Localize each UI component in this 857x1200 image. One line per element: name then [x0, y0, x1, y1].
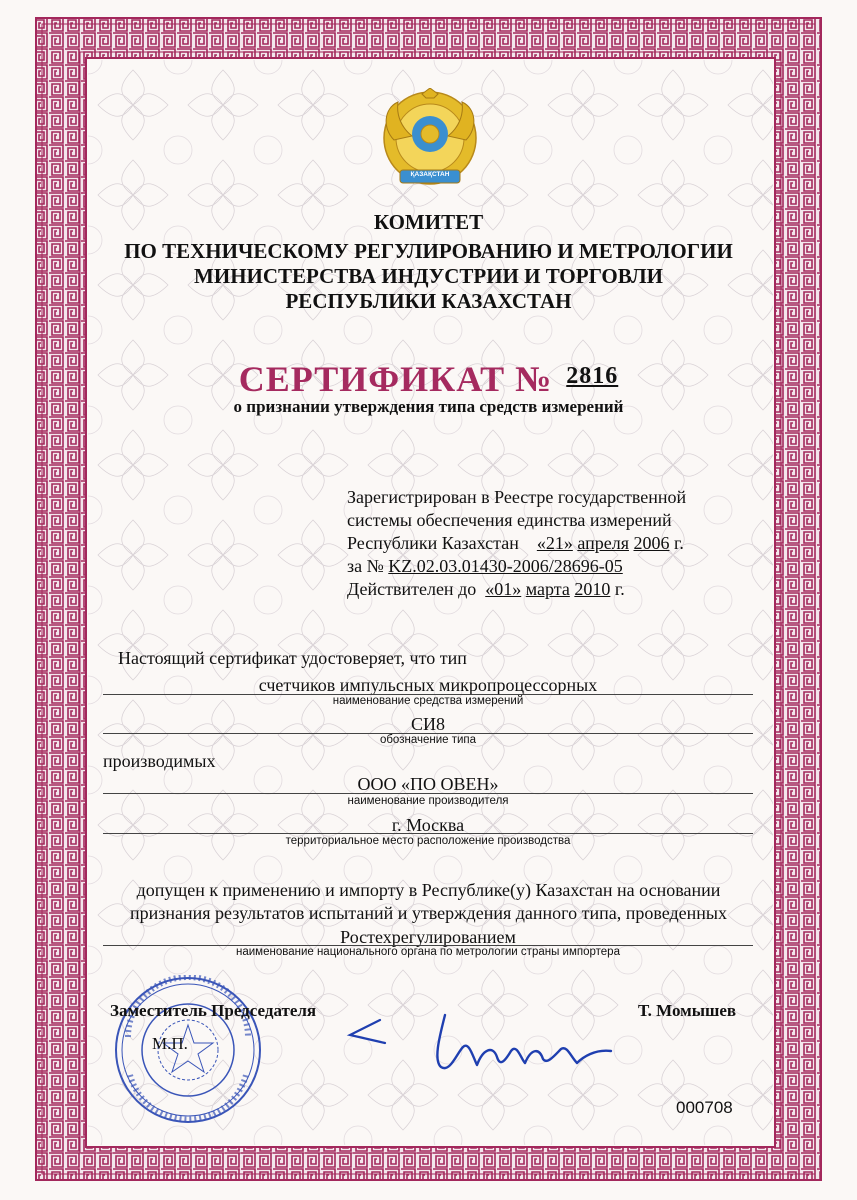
- registration-month: апреля: [577, 533, 629, 553]
- signatory-name: Т. Момышев: [638, 1001, 737, 1020]
- testing-organ-caption: наименование национального органа по метрологии страны импортера: [236, 946, 620, 958]
- valid-until-label: Действителен до: [347, 579, 477, 599]
- registration-day: «21»: [536, 533, 573, 553]
- registration-year: 2006: [633, 533, 670, 553]
- testing-organ: Ростехрегулированием: [340, 927, 516, 947]
- produced-label: производимых: [103, 751, 216, 771]
- handwritten-signature: [345, 1005, 635, 1085]
- type-designation-caption: обозначение типа: [379, 734, 477, 746]
- production-location-line: [103, 833, 753, 834]
- registration-line-1: Зарегистрирован в Реестре государственной: [347, 487, 687, 507]
- production-location-caption: территориальное место расположение производства: [285, 835, 571, 847]
- registration-number-label: за №: [347, 556, 384, 576]
- registration-line-4: [347, 555, 623, 578]
- certificate-number: 2816: [566, 363, 619, 389]
- manufacturer-line: [103, 793, 753, 794]
- registration-country: Республики Казахстан: [347, 533, 519, 553]
- header-line-1: КОМИТЕТ: [373, 210, 484, 234]
- official-seal-icon: [100, 975, 280, 1130]
- valid-month: марта: [525, 579, 570, 599]
- valid-year: 2010: [574, 579, 611, 599]
- form-serial-number: 000708: [676, 1098, 733, 1117]
- emblem-label: ҚАЗАҚСТАН: [410, 171, 450, 178]
- admission-line-1: допущен к применению и импорту в Республике(у) Казахстан на основании: [136, 880, 721, 900]
- production-location: г. Москва: [391, 815, 465, 835]
- registration-number: KZ.02.03.01430-2006/28696-05: [388, 556, 623, 576]
- registration-year-suffix: г.: [673, 533, 684, 553]
- registration-line-2: системы обеспечения единства измерений: [347, 510, 672, 530]
- instrument-name-caption: наименование средства измерений: [332, 695, 524, 707]
- registration-line-5: [347, 578, 625, 601]
- seal-place-label: М.П.: [152, 1034, 188, 1053]
- instrument-name: счетчиков импульсных микропроцессорных: [258, 675, 598, 695]
- header-line-3: МИНИСТЕРСТВА ИНДУСТРИИ И ТОРГОВЛИ: [194, 264, 663, 288]
- certificate-intro: Настоящий сертификат удостоверяет, что тип: [118, 648, 467, 668]
- certificate-subtitle: о признании утверждения типа средств измерений: [233, 397, 624, 416]
- header-line-2: ПО ТЕХНИЧЕСКОМУ РЕГУЛИРОВАНИЮ И МЕТРОЛОГИИ: [124, 239, 733, 263]
- type-designation: СИ8: [410, 714, 445, 734]
- valid-year-suffix: г.: [614, 579, 625, 599]
- registration-line-3: [347, 532, 684, 555]
- signatory-position: Заместитель Председателя: [110, 1001, 317, 1020]
- manufacturer-name: ООО «ПО ОВЕН»: [357, 774, 499, 794]
- header-line-4: РЕСПУБЛИКИ КАЗАХСТАН: [285, 289, 572, 313]
- valid-day: «01»: [485, 579, 522, 599]
- admission-line-2: признания результатов испытаний и утверждения данного типа, проведенных: [129, 903, 728, 923]
- certificate-title: [0, 358, 857, 400]
- certificate-title-text: СЕРТИФИКАТ №: [238, 359, 553, 399]
- manufacturer-caption: наименование производителя: [347, 795, 509, 807]
